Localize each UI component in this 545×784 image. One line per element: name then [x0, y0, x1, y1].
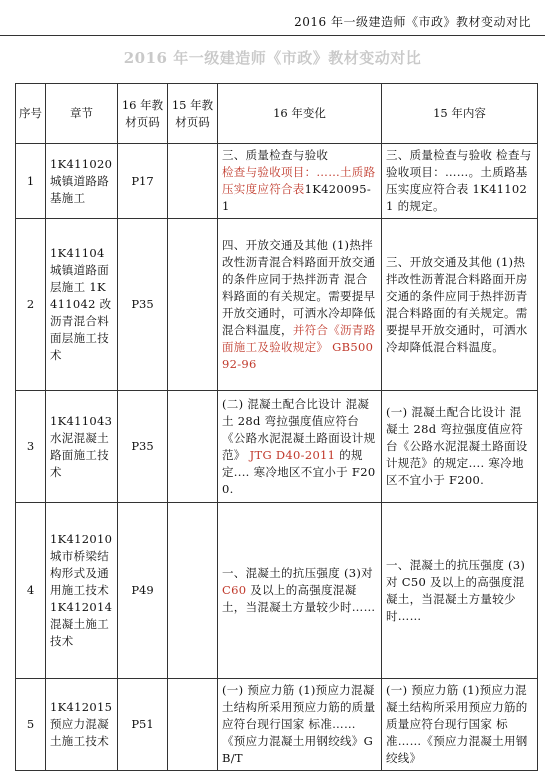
change-text-tail: 及以上的高强度混凝土，当混凝土方量较少时……: [222, 583, 376, 614]
row-seq: 1: [16, 144, 46, 219]
table-header-row: [16, 84, 538, 144]
row-page16: P35: [118, 219, 168, 391]
change-highlight: 并符合《沥青路面施工及验收规定》: [222, 322, 376, 354]
change-text: 三、质量检查与验收: [222, 148, 329, 162]
row-page16: P17: [118, 144, 168, 219]
row-seq: 4: [16, 503, 46, 679]
row-change16: [218, 144, 382, 219]
row-page16: P51: [118, 679, 168, 771]
row-chapter: 1K412015 预应力混凝土施工技术: [46, 679, 118, 771]
row-chapter: 1K41104 城镇道路面层施工 1K411042 改沥青混合料面层施工技术: [46, 219, 118, 391]
header-change16: 16 年变化: [218, 84, 382, 144]
row-content15: 三、开放交通及其他 (1)热拌改性沥菁混合料路面开房交通的条件应同于热拌沥青混合料路面的有关规定。需要提早开放交通时，可洒水冷却降低混合料温度。: [382, 219, 538, 391]
row-content15: 三、质量检查与验收 检查与验收项目：……。土质路基压实度应符合表 1K411021 的规定。: [382, 144, 538, 219]
change-text: (一) 预应力筋 (1)预应力混凝土结构所采用预应力筋的质量应符台现行国家 标准……《预应力混凝土用钢绞线》GB/T: [222, 683, 376, 765]
header-page16: 16 年教材页码: [118, 84, 168, 144]
row-chapter: 1K412010 城市桥梁结构形式及通用施工技术 1K412014 混凝土施工技术: [46, 503, 118, 679]
row-page15: [168, 219, 218, 391]
change-text: 一、混凝土的抗压强度 (3)对: [222, 566, 373, 580]
row-change16: [218, 679, 382, 771]
header-chapter: 章节: [46, 84, 118, 144]
row-page16: P49: [118, 503, 168, 679]
change-text: 四、开放交通及其他 (1)热拌改性沥青混合料路面开放交通的条件应同于热拌沥青 混合料路面的有关规定。需要提早开放交通时，可洒水冷却降低混合料温度，: [222, 237, 376, 337]
row-page15: [168, 679, 218, 771]
header-seq: 序号: [16, 84, 46, 144]
row-change16: [218, 219, 382, 391]
header-rule: [0, 35, 545, 36]
row-page15: [168, 391, 218, 503]
row-chapter: 1K411043 水泥混凝土 路面施工技术: [46, 391, 118, 503]
table-row: [16, 679, 538, 771]
change-highlight: C60: [222, 583, 247, 597]
header-content15: 15 年内容: [382, 84, 538, 144]
change-text-tail: 的规定.... 寒冷地区不宜小于 F200.: [222, 447, 376, 496]
row-content15: 一、混凝土的抗压强度 (3)对 C50 及以上的高强度混凝土，当混凝土方量较少时……: [382, 503, 538, 679]
row-chapter: 1K411020 城镇道路路基施工: [46, 144, 118, 219]
row-seq: 3: [16, 391, 46, 503]
header-page15: 15 年教材页码: [168, 84, 218, 144]
table-row: [16, 144, 538, 219]
row-seq: 5: [16, 679, 46, 771]
running-header: [0, 0, 545, 40]
table-row: [16, 391, 538, 503]
row-content15: (一) 预应力筋 (1)预应力混凝土结构所采用预应力筋的质量应符台现行国家 标准……《预应力混凝土用钢绞线》: [382, 679, 538, 771]
row-change16: [218, 391, 382, 503]
change-highlight: 检查与验收项目：……土质路压实度应符合表: [222, 165, 376, 196]
change-highlight: JTG D40-2011: [249, 447, 336, 462]
table-row: [16, 219, 538, 391]
row-page15: [168, 503, 218, 679]
running-header-title: 2016 年一级建造师《市政》教材变动对比: [294, 15, 531, 29]
row-change16: [218, 503, 382, 679]
row-page15: [168, 144, 218, 219]
page-title: 2016 年一级建造师《市政》教材变动对比: [123, 49, 422, 67]
row-page16: P35: [118, 391, 168, 503]
comparison-table: [15, 83, 538, 771]
row-content15: (一) 混凝土配合比设计 混凝土 28d 弯拉强度值应符台《公路水泥混凝土路面设计规范》的规定.... 寒冷地区不宜小于 F200.: [382, 391, 538, 503]
table-row: [16, 503, 538, 679]
row-seq: 2: [16, 219, 46, 391]
change-text: (二) 混凝土配合比设计 混凝土 28d 弯拉强度值应符台《公路水泥混凝土路面设计规范》: [222, 396, 376, 462]
change-text-tail: 1K420095-1: [222, 182, 372, 213]
change-highlight-tail: GB50092-96: [222, 339, 374, 371]
footer-cutoff: [15, 772, 537, 784]
